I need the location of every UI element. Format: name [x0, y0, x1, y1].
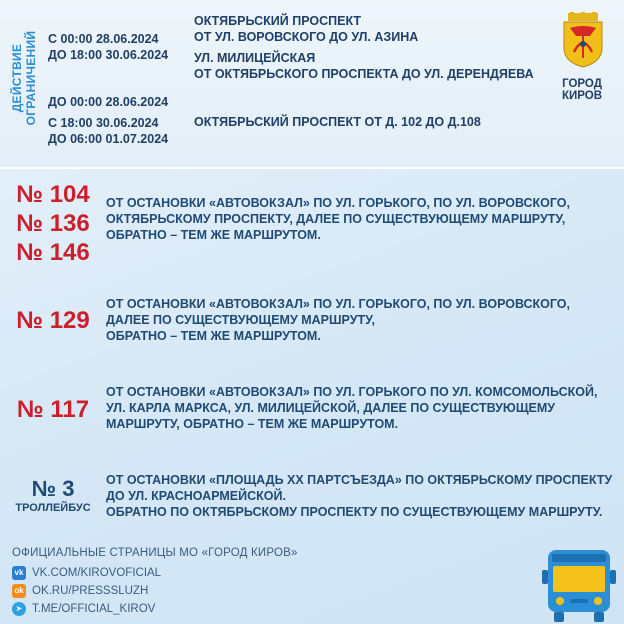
vk-link[interactable]: [12, 565, 161, 581]
vehicle-type-label: ТРОЛЛЕЙБУС: [15, 502, 91, 514]
route-line: УЛ. КАРЛА МАРКСА, УЛ. МИЛИЦЕЙСКОЙ, ДАЛЕЕ ПО СУЩЕСТВУЮЩЕМУ: [106, 401, 556, 415]
route-description-104-136-146: [106, 195, 618, 243]
vk-icon: vk: [12, 566, 26, 580]
date-line: С 00:00 28.06.2024: [48, 32, 159, 46]
route-number: № 104: [16, 181, 90, 208]
official-pages-title: ОФИЦИАЛЬНЫЕ СТРАНИЦЫ МО «ГОРОД КИРОВ»: [12, 547, 298, 559]
route-line: ОБРАТНО ПО ОКТЯБРЬСКОМУ ПРОСПЕКТУ ПО СУЩЕСТВУЮЩЕМУ МАРШРУТУ.: [106, 505, 603, 519]
ok-link-text: OK.RU/PRESSSLUZH: [32, 585, 149, 597]
route-line: МАРШРУТУ, ОБРАТНО – ТЕМ ЖЕ МАРШРУТОМ.: [106, 417, 399, 431]
street-line: УЛ. МИЛИЦЕЙСКАЯ: [194, 51, 316, 65]
route-line: ОТ ОСТАНОВКИ «АВТОВОКЗАЛ» ПО УЛ. ГОРЬКОГО, ПО УЛ. ВОРОВСКОГО,: [106, 196, 571, 210]
route-line: ДО УЛ. КРАСНОАРМЕЙСКОЙ.: [106, 489, 286, 503]
city-caption-line: ГОРОД: [562, 78, 602, 90]
route-number-117: [10, 395, 96, 424]
vertical-label-line-2: ОГРАНИЧЕНИЙ: [24, 30, 38, 126]
city-caption: [546, 78, 618, 102]
date-line: ДО 06:00 01.07.2024: [48, 132, 169, 146]
route-number: № 117: [16, 396, 90, 423]
date-range-1: [48, 31, 168, 63]
kirov-coat-of-arms-icon: [560, 12, 606, 68]
route-line: ОБРАТНО – ТЕМ ЖЕ МАРШРУТОМ.: [106, 329, 321, 343]
street-line: ОКТЯБРЬСКИЙ ПРОСПЕКТ: [194, 14, 362, 28]
route-description-trolleybus-3: [106, 472, 618, 520]
streets-block-1: [194, 13, 534, 82]
telegram-link[interactable]: [12, 601, 155, 617]
telegram-link-text: T.ME/OFFICIAL_KIROV: [32, 603, 156, 615]
bus-icon: [540, 546, 618, 624]
ok-icon: ok: [12, 584, 26, 598]
telegram-icon: ➤: [12, 602, 26, 616]
vertical-label-line-1: ДЕЙСТВИЕ: [10, 43, 24, 113]
route-number: № 136: [16, 210, 90, 237]
route-description-129: [106, 296, 618, 344]
route-number: № 146: [16, 239, 90, 266]
route-number-129: [10, 306, 96, 335]
route-numbers-104-136-146: [10, 180, 96, 267]
route-number: № 3: [31, 476, 75, 501]
route-line: ОТ ОСТАНОВКИ «АВТОВОКЗАЛ» ПО УЛ. ГОРЬКОГО, ПО УЛ. ВОРОВСКОГО,: [106, 297, 571, 311]
route-line: ДАЛЕЕ ПО СУЩЕСТВУЮЩЕМУ МАРШРУТУ,: [106, 313, 375, 327]
ok-link[interactable]: [12, 583, 148, 599]
route-description-117: [106, 384, 618, 432]
route-line: ОТ ОСТАНОВКИ «АВТОВОКЗАЛ» ПО УЛ. ГОРЬКОГО ПО УЛ. КОМСОМОЛЬСКОЙ,: [106, 385, 598, 399]
restrictions-period-label: [6, 32, 42, 124]
route-line: ОБРАТНО – ТЕМ ЖЕ МАРШРУТОМ.: [106, 228, 321, 242]
date-line: ДО 00:00 28.06.2024: [48, 95, 169, 109]
city-caption-line: КИРОВ: [561, 90, 603, 102]
date-range-2: [48, 94, 168, 147]
date-line: С 18:00 30.06.2024: [48, 116, 159, 130]
vk-link-text: VK.COM/KIROVOFICIAL: [32, 567, 162, 579]
route-number: № 129: [16, 307, 90, 334]
street-line: ОТ УЛ. ВОРОВСКОГО ДО УЛ. АЗИНА: [194, 30, 419, 44]
streets-block-2: [194, 114, 481, 130]
date-line: ДО 18:00 30.06.2024: [48, 48, 169, 62]
route-line: ОТ ОСТАНОВКИ «ПЛОЩАДЬ XX ПАРТСЪЕЗДА» ПО ОКТЯБРЬСКОМУ ПРОСПЕКТУ: [106, 473, 613, 487]
trolleybus-route-number-3: [10, 477, 96, 515]
street-line: ОКТЯБРЬСКИЙ ПРОСПЕКТ ОТ Д. 102 ДО Д.108: [194, 115, 481, 129]
restrictions-header: [0, 0, 624, 169]
street-line: ОТ ОКТЯБРЬСКОГО ПРОСПЕКТА ДО УЛ. ДЕРЕНДЯЕВА: [194, 67, 534, 81]
route-line: ОКТЯБРЬСКОМУ ПРОСПЕКТУ, ДАЛЕЕ ПО СУЩЕСТВУЮЩЕМУ МАРШРУТУ,: [106, 212, 566, 226]
